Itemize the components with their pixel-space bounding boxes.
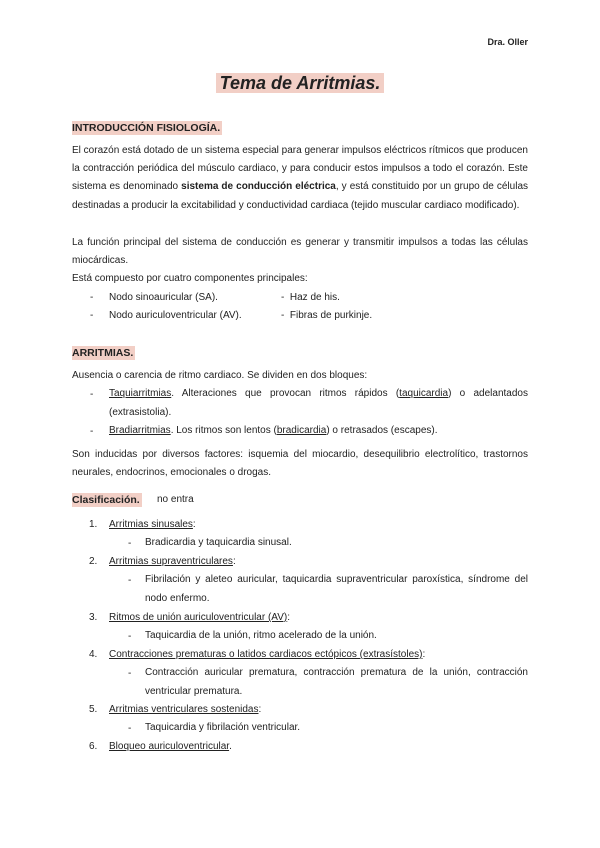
term: Taquiarritmias bbox=[109, 388, 172, 399]
component-item: Nodo auriculoventricular (AV). bbox=[109, 310, 242, 321]
list-item-title: Arritmias ventriculares sostenidas: bbox=[109, 704, 262, 715]
list-number: 3. bbox=[89, 612, 98, 623]
sub-dash: - bbox=[128, 723, 132, 734]
sub-dash: - bbox=[128, 668, 132, 679]
bullet-dash: - bbox=[90, 389, 94, 400]
bullet-taquiarritmias: Taquiarritmias. Alteraciones que provocan ritmos rápidos (taquicardia) o adelantados (extrasistolia). bbox=[109, 388, 528, 418]
component-dash: - bbox=[90, 292, 94, 303]
list-item-sub: Fibrilación y aleteo auricular, taquicardia supraventricular paroxística, síndrome del nodo enfermo. bbox=[145, 574, 528, 604]
list-number: 5. bbox=[89, 704, 98, 715]
sub-dash: - bbox=[128, 575, 132, 586]
document-title bbox=[0, 73, 600, 94]
list-item-title: Arritmias supraventriculares: bbox=[109, 556, 236, 567]
list-number: 2. bbox=[89, 556, 98, 567]
component-dash: - bbox=[90, 310, 94, 321]
component-item: - Fibras de purkinje. bbox=[281, 310, 373, 321]
intro-paragraph-3: Está compuesto por cuatro componentes principales: bbox=[72, 273, 308, 284]
list-item-title: Contracciones prematuras o latidos cardiacos ectópicos (extrasístoles): bbox=[109, 649, 426, 660]
list-number: 6. bbox=[89, 741, 98, 752]
list-number: 4. bbox=[89, 649, 98, 660]
list-item-title: Arritmias sinusales: bbox=[109, 519, 196, 530]
bullet-bradiarritmias: Bradiarritmias. Los ritmos son lentos (bradicardia) o retrasados (escapes). bbox=[109, 425, 438, 436]
list-item-title: Ritmos de unión auriculoventricular (AV): bbox=[109, 612, 291, 623]
sub-dash: - bbox=[128, 538, 132, 549]
bold-term: sistema de conducción eléctrica bbox=[181, 181, 336, 193]
arritmias-paragraph-1: Ausencia o carencia de ritmo cardiaco. Se dividen en dos bloques: bbox=[72, 370, 368, 381]
list-item-title: Bloqueo auriculoventricular. bbox=[109, 741, 232, 752]
clasificacion-heading: Clasificación. bbox=[72, 494, 140, 506]
intro-heading: INTRODUCCIÓN FISIOLOGÍA. bbox=[72, 122, 221, 134]
list-item-sub: Taquicardia de la unión, ritmo acelerado de la unión. bbox=[145, 630, 377, 641]
arritmias-paragraph-2: Son inducidas por diversos factores: isquemia del miocardio, desequilibrio electrolítico, trastornos neurales, endocrinos, emocionales o drogas. bbox=[72, 449, 528, 479]
component-item: Nodo sinoauricular (SA). bbox=[109, 292, 218, 303]
title-text: Tema de Arritmias. bbox=[216, 73, 385, 93]
clasificacion-note: no entra bbox=[157, 494, 194, 505]
component-item: - Haz de his. bbox=[281, 292, 340, 303]
sub-dash: - bbox=[128, 631, 132, 642]
author: Dra. Oller bbox=[487, 37, 528, 47]
term: Bradiarritmias bbox=[109, 425, 171, 436]
intro-paragraph-2: La función principal del sistema de conducción es generar y transmitir impulsos a todas las células miocárdicas. bbox=[72, 237, 528, 267]
arritmias-heading: ARRITMIAS. bbox=[72, 347, 134, 359]
list-item-sub: Contracción auricular prematura, contracción prematura de la unión, contracción ventricular prematura. bbox=[145, 667, 528, 697]
list-number: 1. bbox=[89, 519, 98, 530]
intro-paragraph-1: El corazón está dotado de un sistema especial para generar impulsos eléctricos rítmicos que producen la contracción periódica del músculo cardiaco, y para conducir estos impulsos a todo el corazón. Este sistema es denominado sistema de conducción eléctrica, y está constituido por un grupo de células destinadas a producir la excitabilidad y conductividad cardiaca (tejido muscular cardiaco modificado). bbox=[72, 145, 529, 211]
list-item-sub: Taquicardia y fibrilación ventricular. bbox=[145, 722, 301, 733]
bullet-dash: - bbox=[90, 426, 94, 437]
list-item-sub: Bradicardia y taquicardia sinusal. bbox=[145, 537, 292, 548]
